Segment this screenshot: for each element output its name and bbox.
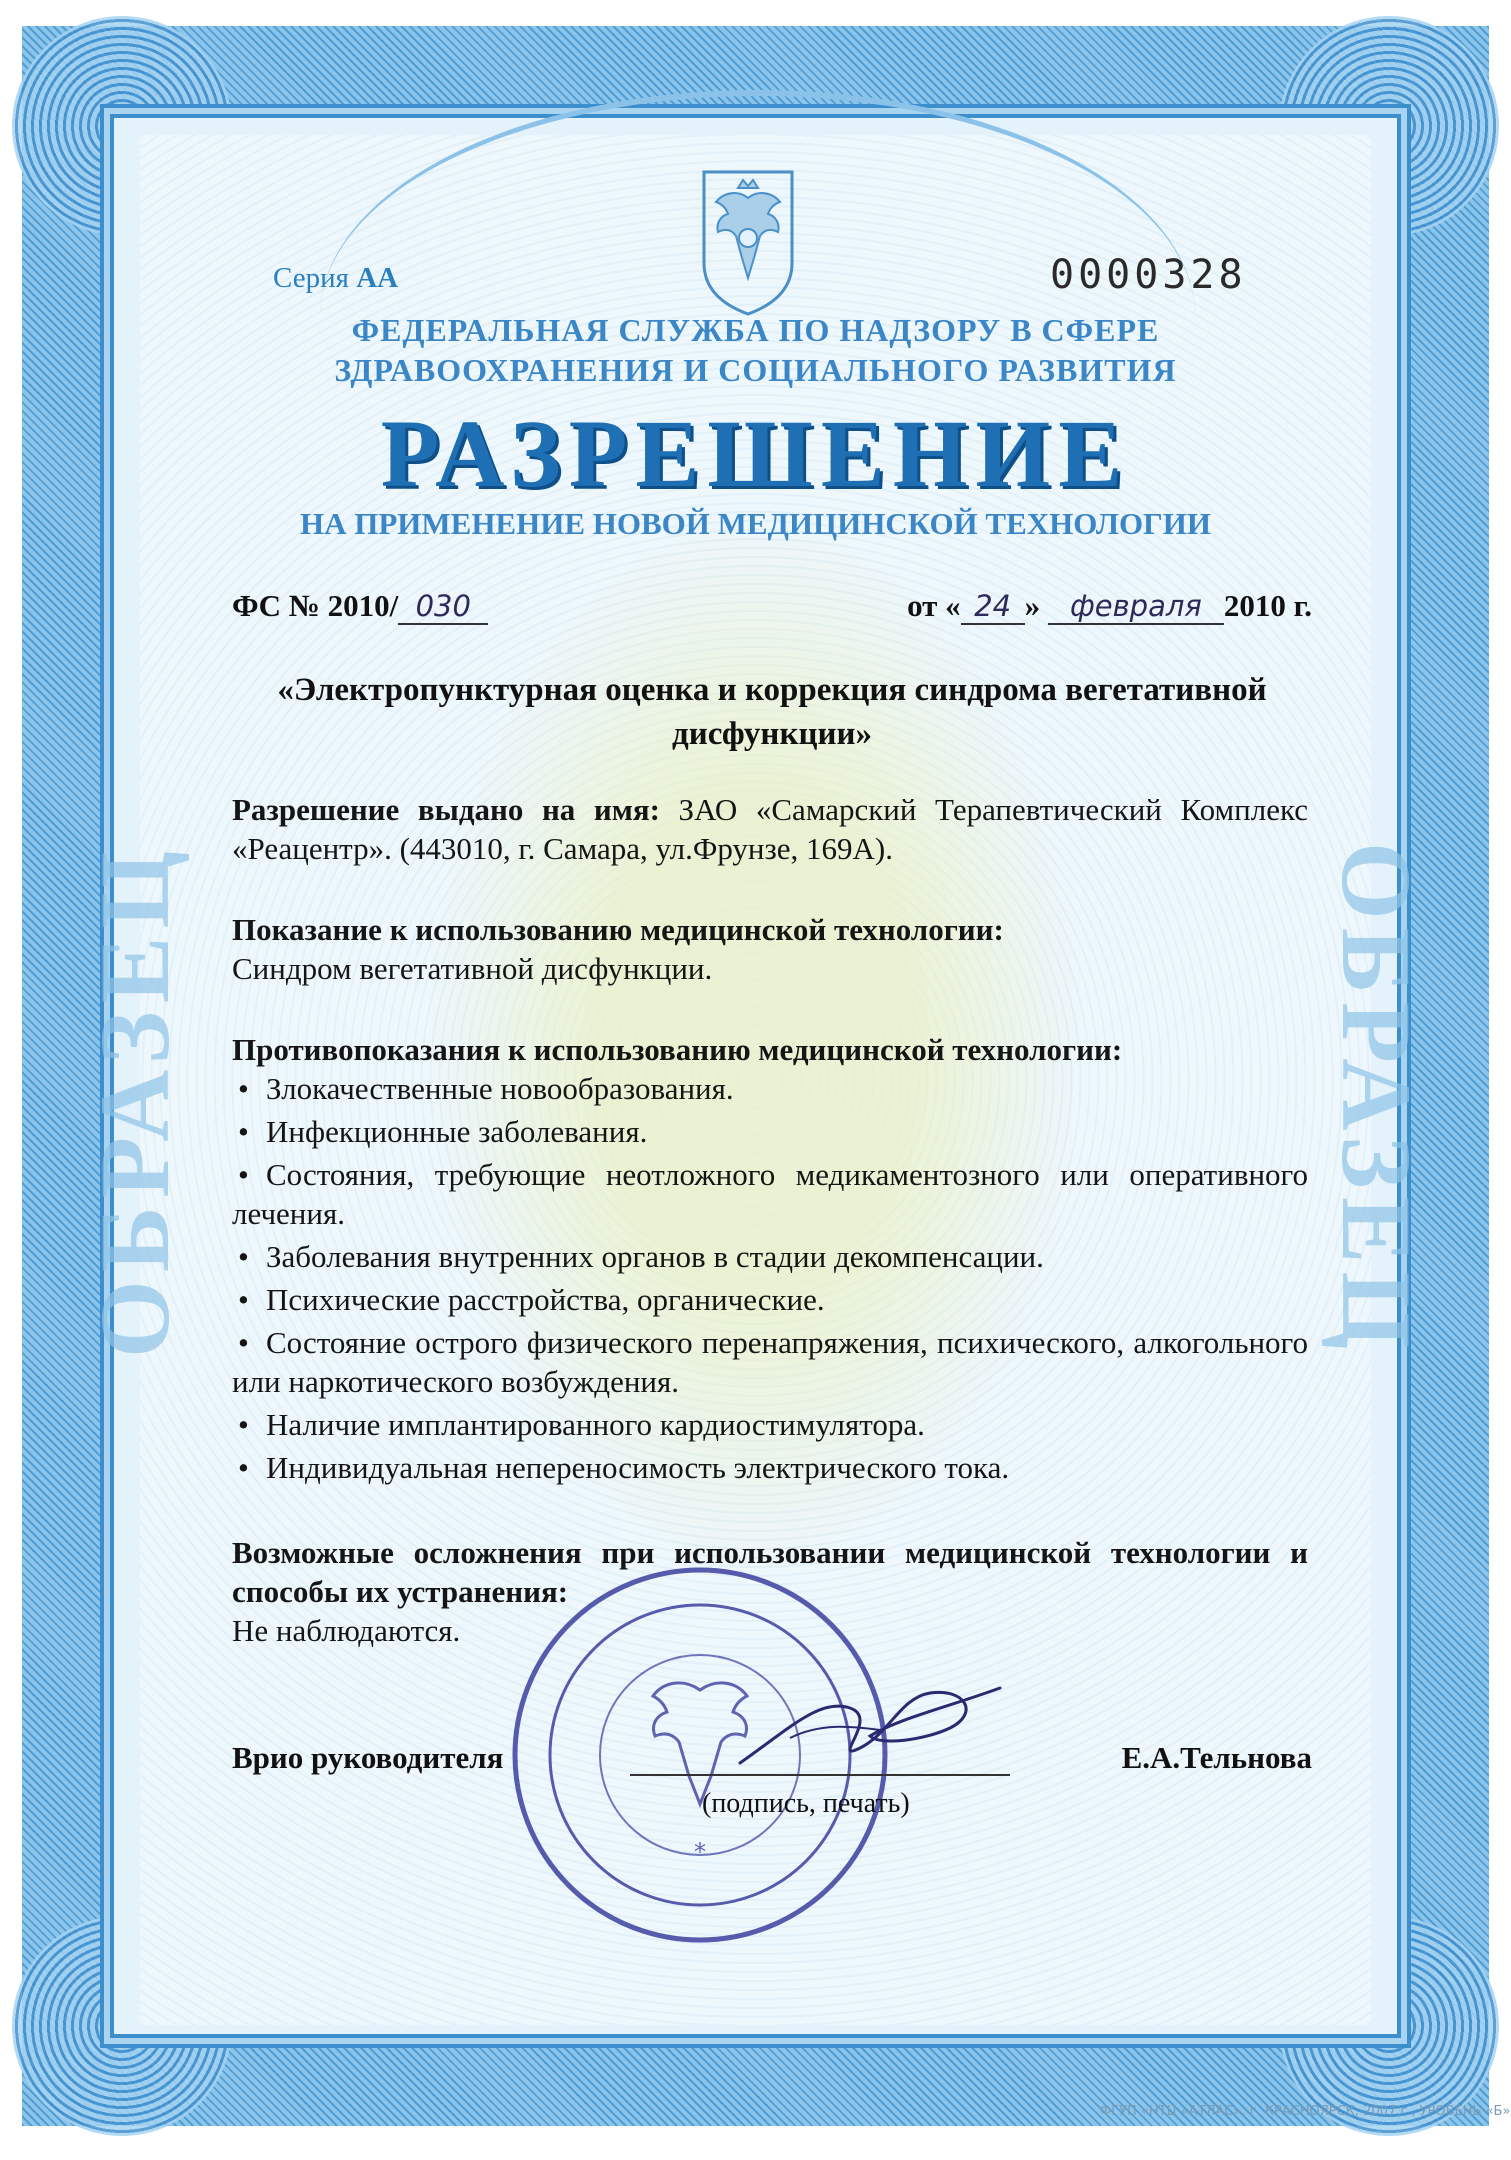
- list-item: • Заболевания внутренних органов в стадии декомпенсации.: [232, 1237, 1308, 1276]
- permit-number-handwritten: 030: [398, 589, 488, 625]
- date-mid: »: [1024, 588, 1041, 623]
- agency-name-line2: ЗДРАВООХРАНЕНИЯ И СОЦИАЛЬНОГО РАЗВИТИЯ: [334, 352, 1177, 388]
- permit-date: [907, 588, 1312, 625]
- list-item: • Наличие имплантированного кардиостимулятора.: [232, 1405, 1308, 1444]
- indications-label: Показание к использованию медицинской технологии:: [232, 912, 1004, 947]
- list-item: • Состояния, требующие неотложного медикаментозного или оперативного лечения.: [232, 1155, 1308, 1233]
- contraindications-list: [232, 1069, 1308, 1487]
- printer-footer: ФГУП «НТЦ «АТЛАС», г. КРАСНОЯРСК, 2007 г., УРОВЕНЬ «Б»: [1100, 2104, 1511, 2119]
- date-day-handwritten: 24: [961, 589, 1025, 625]
- issued-to: [232, 790, 1308, 868]
- permit-number-row: [232, 588, 1312, 638]
- signature-line: [630, 1774, 1010, 1776]
- list-item: • Психические расстройства, органические.: [232, 1280, 1308, 1319]
- issued-to-value: ЗАО «Самарский Терапевтический Комплекс «Реацентр». (443010, г. Самара, ул.Фрунзе, 169А).: [232, 792, 1309, 866]
- complications-label: Возможные осложнения при использовании медицинской технологии и способы их устранения:: [232, 1535, 1308, 1609]
- list-item: • Инфекционные заболевания.: [232, 1112, 1308, 1151]
- agency-name-line1: ФЕДЕРАЛЬНАЯ СЛУЖБА ПО НАДЗОРУ В СФЕРЕ: [351, 312, 1160, 348]
- indications-value: Синдром вегетативной дисфункции.: [232, 951, 713, 986]
- date-prefix: от «: [907, 588, 961, 623]
- technology-name: «Электропунктурная оценка и коррекция синдрома вегетативной дисфункции»: [277, 672, 1267, 752]
- list-item: • Злокачественные новообразования.: [232, 1069, 1308, 1108]
- document-subtitle: НА ПРИМЕНЕНИЕ НОВОЙ МЕДИЦИНСКОЙ ТЕХНОЛОГИИ: [299, 506, 1212, 541]
- date-year: 2010 г.: [1223, 588, 1312, 623]
- document-title: РАЗРЕШЕНИЕ: [380, 400, 1131, 507]
- document-body: [232, 790, 1308, 1650]
- side-watermark-right: ОБРАЗЕЦ: [1321, 842, 1432, 1358]
- series-value: АА: [356, 262, 399, 294]
- complications-value: Не наблюдаются.: [232, 1613, 461, 1648]
- svg-text:*: *: [694, 1838, 706, 1866]
- signer-role: Врио руководителя: [232, 1740, 504, 1775]
- side-watermark-left: ОБРАЗЕЦ: [79, 842, 190, 1358]
- contraindications-label: Противопоказания к использованию медицинской технологии:: [232, 1032, 1123, 1067]
- permit-number-prefix: ФС № 2010/: [232, 588, 399, 623]
- list-item: • Индивидуальная непереносимость электрического тока.: [232, 1448, 1308, 1487]
- series-label: [273, 262, 398, 295]
- list-item: • Состояние острого физического перенапряжения, психического, алкогольного или наркотического возбуждения.: [232, 1323, 1308, 1401]
- permit-number: [232, 588, 488, 625]
- issued-to-label: Разрешение выдано на имя:: [232, 792, 660, 827]
- signature-block: [232, 1740, 1312, 1819]
- signer-name: Е.А.Тельнова: [1121, 1740, 1312, 1775]
- series-label-text: Серия: [273, 262, 349, 294]
- date-month-handwritten: февраля: [1048, 589, 1224, 625]
- document-number: 0000328: [1050, 252, 1247, 298]
- signature-hint: (подпись, печать): [702, 1788, 910, 1819]
- coat-of-arms-icon: [698, 168, 798, 318]
